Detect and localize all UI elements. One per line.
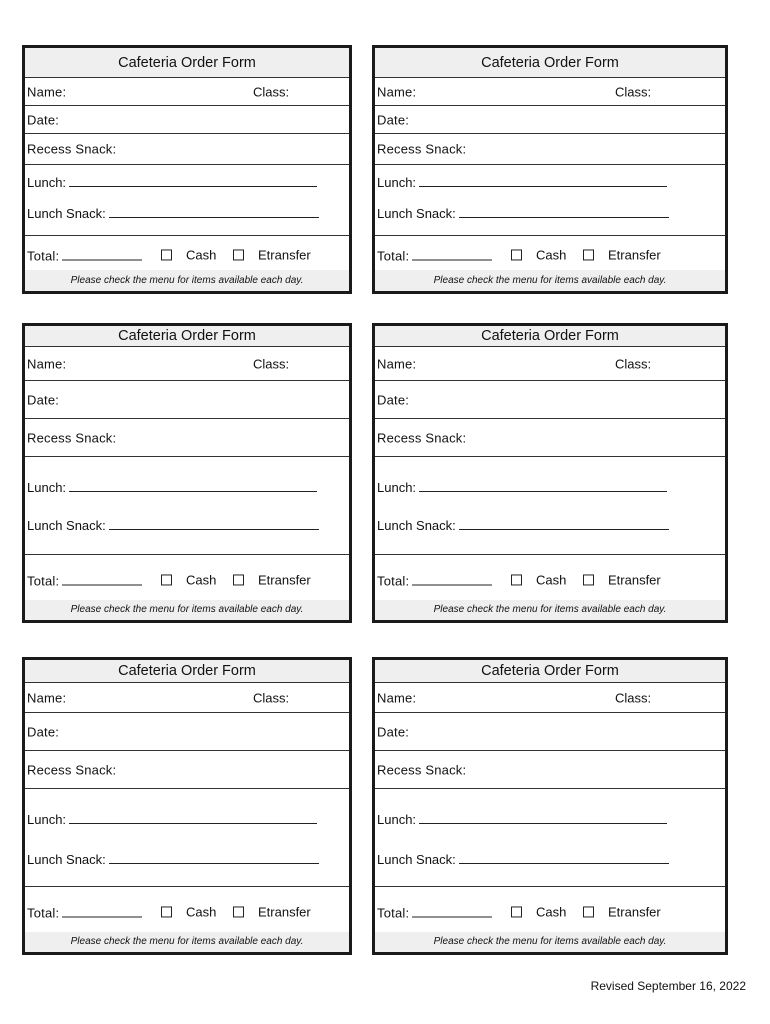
lunch-block	[25, 789, 349, 887]
etransfer-option[interactable]	[583, 905, 661, 918]
class-label: Class:	[615, 84, 652, 99]
lunch-label: Lunch:	[27, 175, 67, 190]
total-label: Total:	[27, 248, 60, 264]
total-row	[25, 887, 349, 936]
form-title-row	[375, 326, 725, 347]
lunch-snack-label: Lunch Snack:	[27, 518, 106, 533]
form-title-row	[375, 660, 725, 683]
name-row[interactable]	[25, 683, 349, 713]
menu-note: Please check the menu for items available each day.	[70, 936, 304, 947]
etransfer-checkbox[interactable]	[583, 250, 594, 261]
lunch-field[interactable]	[27, 811, 317, 826]
cash-checkbox[interactable]	[511, 250, 522, 261]
lunch-snack-underline[interactable]	[459, 205, 669, 218]
cash-checkbox[interactable]	[511, 906, 522, 917]
recess-snack-row[interactable]	[25, 134, 349, 165]
total-label: Total:	[377, 905, 410, 920]
total-row	[375, 887, 725, 936]
lunch-snack-field[interactable]	[27, 851, 319, 866]
lunch-block	[375, 789, 725, 887]
recess-snack-label: Recess Snack:	[377, 762, 467, 777]
date-row[interactable]	[25, 106, 349, 134]
form-title-row	[25, 660, 349, 683]
cash-label: Cash	[536, 903, 567, 919]
menu-note: Please check the menu for items available each day.	[70, 604, 304, 615]
menu-note: Please check the menu for items available each day.	[433, 274, 667, 286]
form-title: Cafeteria Order Form	[481, 662, 619, 679]
etransfer-checkbox[interactable]	[233, 250, 244, 261]
menu-note: Please check the menu for items available each day.	[70, 274, 304, 286]
lunch-block	[375, 457, 725, 555]
lunch-snack-underline[interactable]	[109, 851, 319, 864]
lunch-field[interactable]	[377, 811, 667, 826]
lunch-snack-label: Lunch Snack:	[377, 852, 456, 867]
lunch-snack-label: Lunch Snack:	[377, 206, 456, 221]
date-label: Date:	[27, 724, 60, 739]
lunch-snack-underline[interactable]	[459, 517, 669, 530]
name-row[interactable]	[375, 78, 725, 106]
lunch-snack-field[interactable]	[27, 517, 319, 532]
class-label: Class:	[253, 356, 290, 371]
name-row[interactable]	[25, 78, 349, 106]
menu-note-row	[375, 270, 725, 291]
name-label: Name:	[27, 356, 67, 371]
lunch-label: Lunch:	[27, 812, 67, 827]
form-title: Cafeteria Order Form	[481, 54, 619, 71]
total-field[interactable]	[377, 248, 492, 263]
lunch-label: Lunch:	[377, 175, 417, 190]
recess-snack-label: Recess Snack:	[27, 762, 117, 777]
etransfer-option[interactable]	[583, 248, 661, 261]
recess-snack-row[interactable]	[375, 419, 725, 457]
class-label: Class:	[615, 356, 652, 371]
etransfer-label: Etransfer	[258, 247, 311, 263]
date-label: Date:	[27, 112, 60, 127]
form-title: Cafeteria Order Form	[118, 327, 256, 344]
name-row[interactable]	[25, 347, 349, 381]
name-label: Name:	[377, 84, 417, 99]
menu-note: Please check the menu for items available each day.	[433, 604, 667, 615]
name-label: Name:	[377, 356, 417, 371]
cash-checkbox[interactable]	[161, 574, 172, 585]
menu-note-row	[25, 932, 349, 952]
date-label: Date:	[377, 112, 410, 127]
total-label: Total:	[377, 573, 410, 588]
lunch-underline[interactable]	[419, 479, 667, 492]
total-underline[interactable]	[62, 248, 142, 261]
total-underline[interactable]	[412, 904, 492, 917]
date-label: Date:	[377, 392, 410, 407]
cash-label: Cash	[536, 571, 567, 587]
lunch-field[interactable]	[377, 174, 667, 189]
cash-label: Cash	[536, 247, 567, 263]
etransfer-checkbox[interactable]	[583, 906, 594, 917]
menu-note-row	[25, 600, 349, 620]
lunch-snack-label: Lunch Snack:	[27, 206, 106, 221]
date-row[interactable]	[375, 106, 725, 134]
cash-label: Cash	[186, 247, 217, 263]
lunch-block	[25, 457, 349, 555]
lunch-snack-field[interactable]	[27, 205, 319, 220]
total-label: Total:	[27, 573, 60, 588]
lunch-snack-field[interactable]	[377, 517, 669, 532]
form-title: Cafeteria Order Form	[118, 54, 256, 71]
total-row	[375, 236, 725, 274]
recess-snack-label: Recess Snack:	[377, 430, 467, 445]
form-title: Cafeteria Order Form	[481, 327, 619, 344]
etransfer-label: Etransfer	[608, 571, 661, 587]
total-underline[interactable]	[412, 248, 492, 261]
total-field[interactable]	[377, 904, 492, 919]
etransfer-label: Etransfer	[258, 571, 311, 587]
form-title-row	[375, 48, 725, 78]
etransfer-label: Etransfer	[258, 903, 311, 919]
lunch-underline[interactable]	[419, 811, 667, 824]
lunch-snack-label: Lunch Snack:	[377, 518, 456, 533]
lunch-underline[interactable]	[419, 174, 667, 187]
menu-note-row	[25, 270, 349, 291]
recess-snack-row[interactable]	[375, 134, 725, 165]
recess-snack-row[interactable]	[375, 751, 725, 789]
cash-option[interactable]	[511, 573, 566, 586]
name-label: Name:	[377, 690, 417, 705]
lunch-underline[interactable]	[69, 811, 317, 824]
lunch-label: Lunch:	[377, 812, 417, 827]
total-underline[interactable]	[62, 572, 142, 585]
cash-option[interactable]	[511, 905, 566, 918]
cash-checkbox[interactable]	[161, 250, 172, 261]
menu-note-row	[375, 932, 725, 952]
recess-snack-label: Recess Snack:	[377, 141, 467, 157]
date-row[interactable]	[375, 381, 725, 419]
etransfer-checkbox[interactable]	[233, 906, 244, 917]
cash-checkbox[interactable]	[161, 906, 172, 917]
recess-snack-label: Recess Snack:	[27, 141, 117, 157]
name-row[interactable]	[375, 683, 725, 713]
etransfer-option[interactable]	[233, 248, 311, 261]
lunch-block	[25, 165, 349, 236]
etransfer-option[interactable]	[233, 905, 311, 918]
date-row[interactable]	[375, 713, 725, 751]
cash-label: Cash	[186, 571, 217, 587]
order-form	[372, 657, 728, 955]
recess-snack-row[interactable]	[25, 751, 349, 789]
menu-note: Please check the menu for items available each day.	[433, 936, 667, 947]
date-row[interactable]	[25, 713, 349, 751]
total-field[interactable]	[27, 572, 142, 587]
lunch-block	[375, 165, 725, 236]
form-title: Cafeteria Order Form	[118, 662, 256, 679]
total-label: Total:	[377, 248, 410, 264]
etransfer-checkbox[interactable]	[583, 574, 594, 585]
menu-note-row	[375, 600, 725, 620]
cash-option[interactable]	[161, 248, 216, 261]
lunch-underline[interactable]	[69, 174, 317, 187]
total-field[interactable]	[27, 248, 142, 263]
total-underline[interactable]	[62, 904, 142, 917]
date-row[interactable]	[25, 381, 349, 419]
lunch-snack-underline[interactable]	[109, 205, 319, 218]
recess-snack-row[interactable]	[25, 419, 349, 457]
total-row	[25, 236, 349, 274]
order-form	[372, 323, 728, 623]
lunch-label: Lunch:	[27, 480, 67, 495]
order-form	[22, 323, 352, 623]
name-label: Name:	[27, 690, 67, 705]
form-title-row	[25, 326, 349, 347]
order-form	[372, 45, 728, 294]
etransfer-label: Etransfer	[608, 247, 661, 263]
lunch-snack-underline[interactable]	[459, 851, 669, 864]
etransfer-option[interactable]	[583, 573, 661, 586]
cash-checkbox[interactable]	[511, 574, 522, 585]
revision-date: Revised September 16, 2022	[590, 979, 746, 993]
cash-label: Cash	[186, 903, 217, 919]
class-label: Class:	[253, 84, 290, 99]
total-field[interactable]	[377, 572, 492, 587]
date-label: Date:	[377, 724, 410, 739]
lunch-underline[interactable]	[69, 479, 317, 492]
total-underline[interactable]	[412, 572, 492, 585]
lunch-snack-field[interactable]	[377, 851, 669, 866]
form-title-row	[25, 48, 349, 78]
cash-option[interactable]	[511, 248, 566, 261]
order-form	[22, 45, 352, 294]
etransfer-option[interactable]	[233, 573, 311, 586]
lunch-field[interactable]	[27, 479, 317, 494]
class-label: Class:	[615, 690, 652, 705]
class-label: Class:	[253, 690, 290, 705]
name-label: Name:	[27, 84, 67, 99]
cash-option[interactable]	[161, 905, 216, 918]
etransfer-checkbox[interactable]	[233, 574, 244, 585]
etransfer-label: Etransfer	[608, 903, 661, 919]
total-field[interactable]	[27, 904, 142, 919]
total-label: Total:	[27, 905, 60, 920]
recess-snack-label: Recess Snack:	[27, 430, 117, 445]
date-label: Date:	[27, 392, 60, 407]
lunch-snack-field[interactable]	[377, 205, 669, 220]
order-form	[22, 657, 352, 955]
lunch-field[interactable]	[377, 479, 667, 494]
lunch-snack-underline[interactable]	[109, 517, 319, 530]
lunch-label: Lunch:	[377, 480, 417, 495]
cash-option[interactable]	[161, 573, 216, 586]
name-row[interactable]	[375, 347, 725, 381]
lunch-field[interactable]	[27, 174, 317, 189]
lunch-snack-label: Lunch Snack:	[27, 852, 106, 867]
total-row	[25, 555, 349, 604]
total-row	[375, 555, 725, 604]
